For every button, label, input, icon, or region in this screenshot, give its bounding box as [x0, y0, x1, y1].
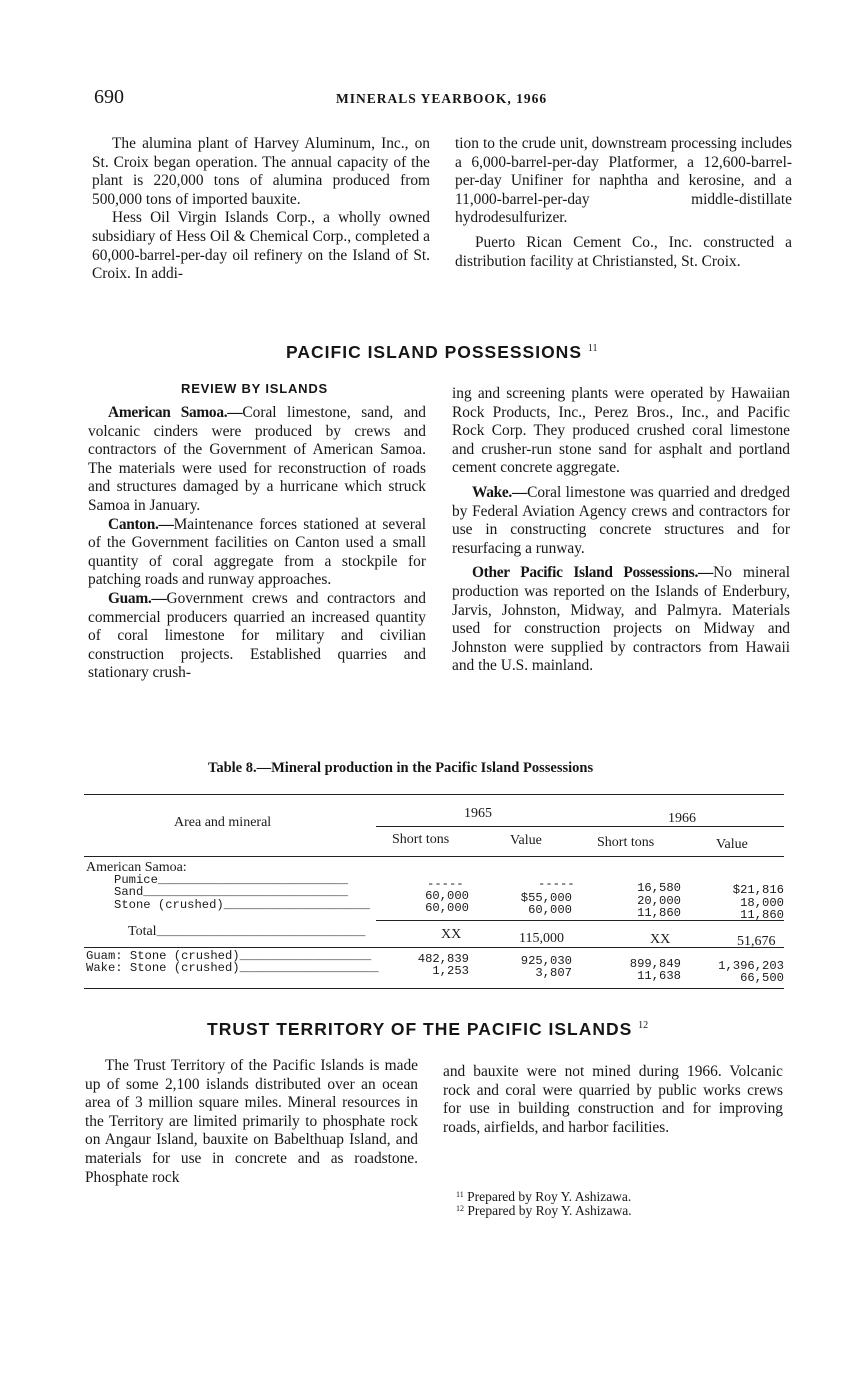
table-row-guam: Guam: Stone (crushed)__________________ — [86, 949, 372, 963]
year-1966-header: 1966 — [668, 811, 696, 826]
page-number: 690 — [94, 86, 124, 108]
table-row: Stone (crushed)____________________ — [114, 898, 370, 912]
col-short-tons-1965: Short tons — [392, 832, 450, 847]
paragraph-american-samoa: American Samoa.—Coral limestone, sand, and volcanic cinders were produced by crews and contractors of the Government of American Samoa. The materials were used for reconstruction of roads and structures damaged by a hurricane which struck Samoa in January. — [88, 404, 426, 514]
trust-title: TRUST TERRITORY OF THE PACIFIC ISLANDS — [207, 1019, 633, 1039]
paragraph-trust-continued: and bauxite were not mined during 1966. Volcanic rock and coral were quarried by public works crews for use in building construction and for improving roads, airfields, and harbor facilities. — [443, 1063, 783, 1136]
paragraph-other-possessions: Other Pacific Island Possessions.—No mineral production was reported on the Islands of Enderbury, Jarvis, Johnston, Midway, and Palmyra. Materials used for construction projects on Midway and Johnston were supplied by contractors from Hawaii and the U.S. mainland. — [452, 564, 790, 675]
table-row: Pumice__________________________ — [114, 873, 349, 887]
pacific-left-column — [88, 404, 426, 683]
heading-canton: Canton.— — [108, 515, 174, 533]
year-1965-header: 1965 — [464, 806, 492, 821]
paragraph-trust-territory: The Trust Territory of the Pacific Islands is made up of some 2,100 islands distributed over an ocean area of 3 million square miles. Mineral resources in the Territory are limited primarily to phosphate rock on Angaur Island, bauxite on Babelthuap Island, and materials for use in concrete and as roadstone. Phosphate rock — [85, 1057, 418, 1186]
subheading-review: REVIEW BY ISLANDS — [181, 381, 328, 396]
footnote-11: $^{11}$ Prepared by Roy Y. Ashizawa. — [456, 1189, 632, 1204]
trust-left-column — [85, 1057, 418, 1187]
running-header — [0, 86, 850, 116]
paragraph-guam: Guam.—Government crews and contractors and commercial producers quarried an increased quantity of coral limestone for military and civilian construction projects. Established quarries and stationary crush- — [88, 589, 426, 682]
paragraph-wake: Wake.—Coral limestone was quarried and dredged by Federal Aviation Agency crews and contractors for use in constructing concrete structures and for resurfacing a runway. — [452, 483, 790, 557]
pacific-right-column — [452, 385, 790, 676]
group-american-samoa: American Samoa: — [86, 860, 187, 875]
running-title: MINERALS YEARBOOK, 1966 — [336, 91, 548, 106]
intro-right-column — [455, 135, 792, 271]
heading-other-possessions: Other Pacific Island Possessions.— — [472, 564, 714, 582]
paragraph-alumina: The alumina plant of Harvey Aluminum, Inc., on St. Croix began operation. The annual capacity of the plant is 220,000 tons of alumina produced from 500,000 tons of imported bauxite. — [92, 135, 430, 208]
paragraph-guam-continued: ing and screening plants were operated by Hawaiian Rock Products, Inc., Perez Bros., Inc., and Pacific Rock Corp. They produced crushed coral limestone and crusher-run stone sand for asphalt and portland cement concrete aggregate. — [452, 385, 790, 477]
heading-wake: Wake.— — [472, 483, 528, 501]
paragraph-puerto-rican-cement: Puerto Rican Cement Co., Inc. constructed a distribution facility at Christiansted, St. Croix. — [455, 233, 792, 270]
section-heading-trust-territory — [207, 1019, 648, 1040]
section-heading-pacific — [286, 342, 598, 363]
heading-guam: Guam.— — [108, 589, 167, 607]
footnote-ref-11: 11 — [587, 343, 598, 354]
intro-left-column — [92, 135, 430, 284]
paragraph-hess-oil-continued: tion to the crude unit, downstream processing includes a 6,000-barrel-per-day Platformer, a 12,600-barrel-per-day Unifiner for naphtha and kerosine, and a 11,000-barrel-per-day middle-distillate hydrodesulfurizer. — [455, 135, 792, 227]
footnote-12: $^{12}$ Prepared by Roy Y. Ashizawa. — [456, 1203, 632, 1218]
col-value-1965: Value — [510, 833, 542, 848]
paragraph-hess-oil: Hess Oil Virgin Islands Corp., a wholly owned subsidiary of Hess Oil & Chemical Corp., completed a 60,000-barrel-per-day oil refinery on the Island of St. Croix. In addi- — [92, 209, 430, 283]
mineral-production-table: Area and mineral 1965 1966 Short tons Value Short tons Value American Samoa: Pumice__________________________ ----- ----- 16,580 $21,816 Sand____________________________ 60,000 $55,000 20,000 18,000 Stone (crushed)____________________ 60,000 60,000 11,860 11,860 Total_____________________________ XX 115,000 XX 51,676 Guam: Stone (crushed)__________________ 482,839 925,030 899,849 1,396,203 Wake: Stone (crushed)___________________ 1,253 3,807 11,638 66,500 — [84, 794, 784, 994]
table-row-wake: Wake: Stone (crushed)___________________ — [86, 961, 379, 975]
footnote-ref-12: 12 — [638, 1020, 649, 1031]
heading-american-samoa: American Samoa.— — [108, 404, 243, 421]
table-row-total: Total_____________________________ — [128, 924, 366, 939]
table-caption: Table 8.—Mineral production in the Pacific Island Possessions — [208, 760, 594, 776]
paragraph-canton: Canton.—Maintenance forces stationed at several of the Government facilities on Canton used a small quantity of coral aggregate from a stockpile for patching roads and runway approaches. — [88, 515, 426, 589]
col-short-tons-1966: Short tons — [597, 835, 655, 850]
stub-header: Area and mineral — [174, 815, 272, 830]
col-value-1966: Value — [716, 837, 748, 852]
trust-right-column — [443, 1063, 783, 1137]
pacific-title: PACIFIC ISLAND POSSESSIONS — [286, 342, 582, 362]
table-row: Sand____________________________ — [114, 885, 349, 899]
